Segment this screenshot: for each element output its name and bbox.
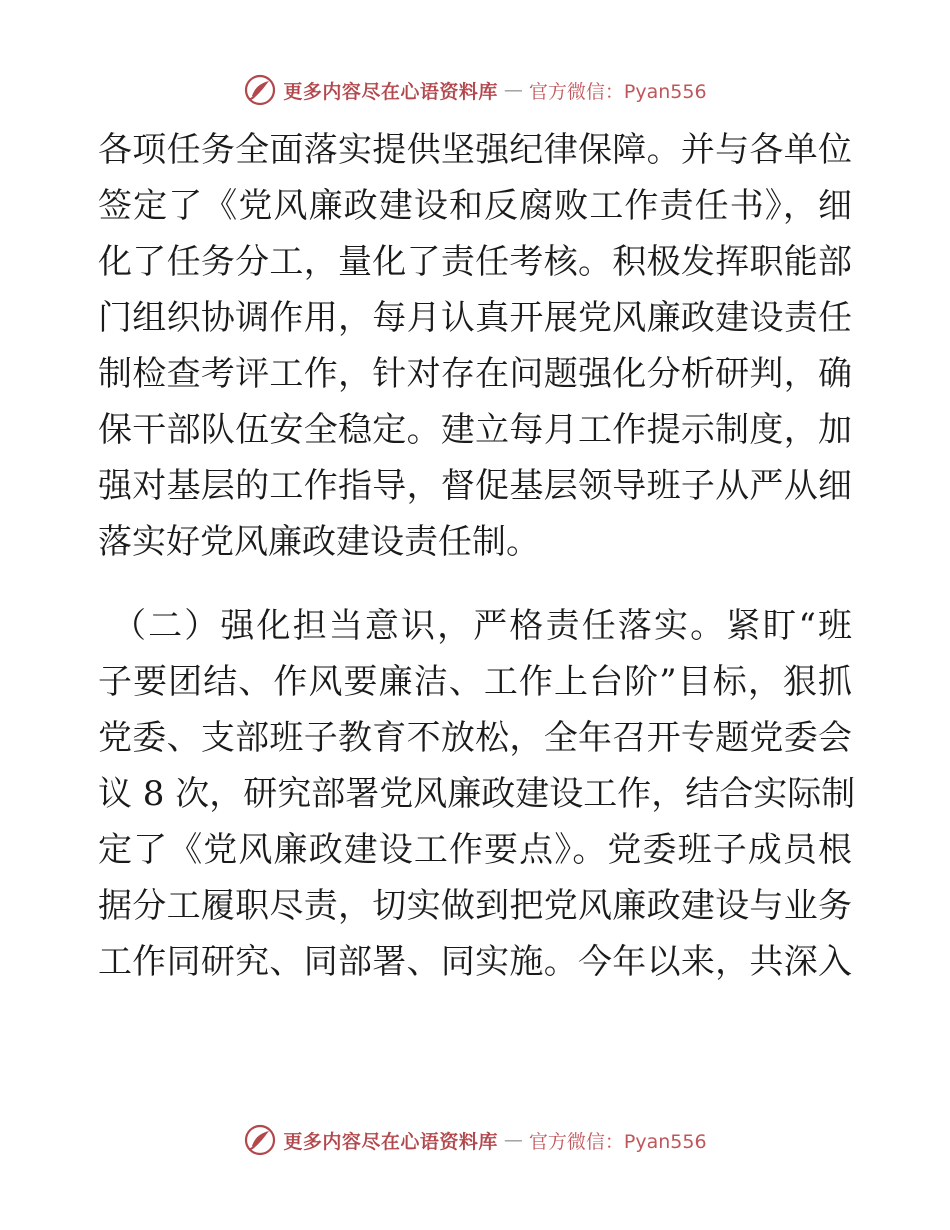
header-site-text: 更多内容尽在心语资料库 [283, 80, 498, 103]
paragraph-1-line: 签定了《党风廉政建设和反腐败工作责任书》，细 [98, 186, 852, 226]
footer-wechat-text: 官方微信：Pyan556 [528, 1130, 707, 1153]
paragraph-gap [98, 570, 852, 598]
paragraph-1-line: 保干部队伍安全稳定。建立每月工作提示制度，加 [98, 410, 852, 450]
header-separator: — [503, 79, 523, 101]
paragraph-2-line: 据分工履职尽责，切实做到把党风廉政建设与业务 [98, 886, 852, 926]
paragraph-1-line: 强对基层的工作指导，督促基层领导班子从严从细 [98, 466, 852, 506]
paragraph-2 [98, 598, 856, 990]
paragraph-1-line: 落实好党风廉政建设责任制。 [98, 522, 540, 562]
paragraph-1-line: 门组织协调作用，每月认真开展党风廉政建设责任 [98, 298, 852, 338]
paragraph-2-line: 定了《党风廉政建设工作要点》。党委班子成员根 [98, 830, 852, 870]
paragraph-2-line: 议 8 次，研究部署党风廉政建设工作，结合实际制 [98, 774, 856, 814]
header-banner [0, 70, 950, 110]
footer-separator: — [503, 1129, 523, 1151]
paragraph-1-line: 各项任务全面落实提供坚强纪律保障。并与各单位 [98, 130, 852, 170]
pen-logo-icon [243, 73, 277, 107]
paragraph-2-line: 党委、支部班子教育不放松，全年召开专题党委会 [98, 718, 852, 758]
document-body [98, 122, 856, 990]
footer-banner [0, 1120, 950, 1160]
paragraph-2-line: 子要团结、作风要廉洁、工作上台阶”目标，狠抓 [98, 662, 852, 702]
paragraph-1-line: 制检查考评工作，针对存在问题强化分析研判，确 [98, 354, 852, 394]
paragraph-1 [98, 122, 852, 570]
paragraph-2-line: （二）强化担当意识，严格责任落实。紧盯“班 [112, 606, 852, 646]
pen-logo-icon [243, 1123, 277, 1157]
header-wechat-text: 官方微信：Pyan556 [528, 80, 707, 103]
paragraph-2-line: 工作同研究、同部署、同实施。今年以来，共深入 [98, 942, 852, 982]
footer-site-text: 更多内容尽在心语资料库 [283, 1130, 498, 1153]
paragraph-1-line: 化了任务分工，量化了责任考核。积极发挥职能部 [98, 242, 852, 282]
